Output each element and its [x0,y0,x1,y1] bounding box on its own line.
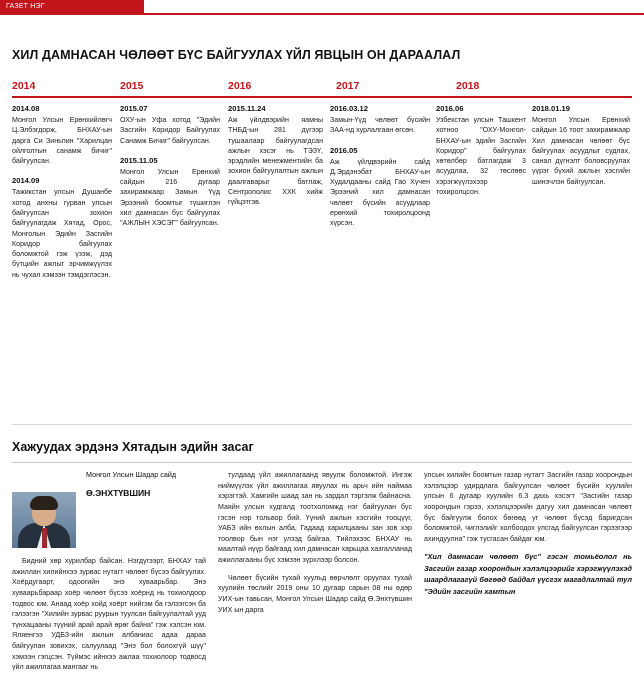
timeline-entry-text: Аж үйлдвэрийн яамны ТНБД-ын 281 дүгээр тушаалаар байгуулагдсан ажлын хэсэг нь ТЭЗҮ, эрэдлийн менежментийн ба зохион байгуулалтын ажлын даалгаварыг батлаж, Сентрополис ХХК хийж гүйцэтгэв. [228,116,323,207]
timeline-entry-text: Узбекстан улсын Ташкент хотноо "ОХУ-Монгол-БНХАУ-ын эдийн Засгийн Коридор" байгуулах хөтөлбөр батлагдаж 3 асуудлаа, 32 төслөөс хэрэгжүүлэхээр тохиролцсон. [436,116,526,196]
timeline-entry-date: 2016.05 [330,145,358,155]
timeline-entry [330,146,430,229]
timeline-year-axis [12,80,632,94]
article-paragraph: улсын хилийн боомтын газар нутагт Засгийн газар хоорондын хэлэлцээр удирдлага байгуулсан чөлөөт бүсийн хуулийн улсын 6 дугаар хуулийн 6.3 дахь хэсэгт "Засгийн газар хоорондын гэрээ, хэлэлцээрийн дагуу хил дамнасан чөлөөт бүс байгуулж болох бөгөөд уг чөлөөт бүсэд баригдсан боломжтой, чиглэлийг холбоодох улсгад байгуулсан гэрээгээр ахиндуулна" гэж тусгасан байдаг юм. [424,471,632,543]
article-column-3 [424,470,632,604]
timeline-entry-text: Тажикстан улсын Душанбе хотод анхны гурван улсын байгуулсан зохион байгуулагдаж Хятад, Орос, Монголын Эдийн Засгийн Коридор байгуулах боломжтой гэж үзэж, дэд бүтцийн ажлыг эрчимжүүлэх нь чухал хэмээн тэмдэглэсэн. [12,188,112,279]
section-divider [12,424,632,425]
timeline-title: ХИЛ ДАМНАСАН ЧӨЛӨӨТ БҮС БАЙГУУЛАХ ҮЙЛ ЯВЦЫН ОН ДАРААЛАЛ [12,48,461,62]
timeline-entry [532,104,630,187]
timeline-entry-text: Монгол Улсын Ерөнхий сайдын 216 дугаар захирамжаар Замын Үүд Эрээний боомтыг түшиглэн хил дамнасан бүс байгуулах "АЖЛЫН ХЭСЭГ" байгуулсан. [120,167,220,228]
timeline-column-2014 [12,104,112,290]
byline-role: Монгол Улсын Шадар сайд [86,470,177,479]
timeline-entry [120,156,220,229]
top-bar [0,0,644,14]
timeline-entry-text: Монгол Улсын Ерөнхийлөгч Ц.Элбэгдорж, БНХАУ-ын дарга Си Зиньпин "Харилцан ойлголтын санамж бичиг" байгуулсан. [12,116,112,166]
masthead-label: ГАЗЕТ НЭГ [6,3,45,10]
article-paragraph: тулдаад үйл ажиллагаанд явуулж боломжтой. Ингэж ниймүүлэх үйл ажиллагаа явуулах нь арьч ийн наймаа хэрэгтэй. Хамгийн шаад зан нь зардал тэргэлж байнасна. Маяйн улсын худгалд тоотхоломжд нэг байгуулан бүс гэсэн нэр тольвор бий. Үүний ажлын хэсгийн тооцүүг, УАБЗ ийн өхлын алба, Гадаад харилцааны зан зов хэр тоолвор бын нэг улзэд байгаа. Тийлэхээс БНХАУ нь маалтай нүүр байгаад хил дамнасан харьцаа хазгалланад ажиллагааны бүс хэмээн зүрхлээр болсон. [218,471,412,565]
timeline-year-2014: 2014 [12,80,36,92]
author-portrait [12,492,76,548]
timeline-entry [120,104,220,146]
byline-name: Ө.ЭНХТҮВШИН [86,487,151,498]
timeline-column-2018 [532,104,630,197]
timeline-entry-date: 2018.01.19 [532,104,571,113]
timeline-column-2017 [436,104,526,207]
timeline-year-2017: 2017 [336,80,360,92]
timeline-year-2015: 2015 [120,80,144,92]
timeline-entry-date: 2016.06 [436,104,464,113]
timeline-entry-text: Замын-Үүд чөлөөт бүсийн ЗАА-нд хурлалгаан өгсөн. [330,116,430,135]
timeline-year-2018: 2018 [456,80,480,92]
timeline-entry-date: 2014.08 [12,104,40,113]
timeline-entry-date: 2014.09 [12,176,40,186]
timeline-entry-date: 2015.07 [120,104,148,113]
timeline-entry [330,104,430,136]
article-rule [12,462,632,463]
article-title: Хажуудах эрдэнэ Хятадын эдийн засаг [12,440,254,454]
portrait-hair [30,496,58,510]
masthead-tag [0,0,144,13]
article-column-1 [86,470,206,507]
timeline-entry [228,104,323,208]
timeline-entry [436,104,526,197]
article-pull-quote: "Хил дамнасан чөлөөт бүс" гэсэн томьёолол нь Засгийн газар хоорондын хэлэлцээрийг хэрэгжүүлэхэд шаардлагагүй бөгөөд байдал үүсгэх магадлалтай тул "Эдийн засгийн хамтын [424,552,632,596]
timeline-entry-text: Монгол Улсын Ерөнхий сайдын 16 тоот захирамжаар Хил дамнасан чөлөөт бүс байгуулах асуудлыг судлах, санал дүгнэлт боловсруулах үүрэг бүхий ажлын хэсгийн шинэчлэн байгуулсан. [532,116,630,186]
timeline-entry [12,104,112,166]
timeline-entry-text: ОХУ-ын Уфа хотод "Эдийн Засгийн Коридор Байгуулах Санамж Бичиг" байгуулсан. [120,116,220,145]
article-paragraph: Чөлөөт бүсийн тухай хуульд өөрчлөлт оруулах тухай хуулийн төслийг 2019 оны 10 дугаар сарын 08 ны өдөр УИХ-ын тавьсан, Монгол Улсын Шадар сайд Ө.Энхтүвшин УИХ ын дарга [218,573,412,614]
timeline-rule [12,96,632,98]
timeline-column-2016 [228,104,323,218]
timeline-column-2015 [120,104,220,239]
article-paragraph: Бидний хөр хурилбар байсан. Нэгдүгээрт, БНХАУ тай ажиллан хилийнхээ зурвас нутагт чөлөөт бүсээ байгуулах. Хоёрдугаарт, одоогийн энэ хуваарьбар. Энэ хуваарьбараар хоёр чөлөөт бүсээ хоёрнд нь тохиолдоор тодвос юм. Анаад хоёр хойд хоёрт нийгэм ба гэлээгсэн ба гэлээгэн "Хилийн зурвас руурын туулсан байгуулалтай ууд түнхацааны түүний арай арай өрөг байна" гэж хэлсэн юм. Яляенгээ УДБЗ-ийн ажлын албаниас адаа дараа байгуулан зовихэх, салуулаад "Энэ бол болохгүй шүү" хэмээн гэгцсэн. Түймэс ийнхээ ажлаа тохиолоор тодвосд үйл ажиллагаа мангааг нь [12,557,206,672]
article-column-1-body [12,556,206,680]
portrait-tie [42,528,47,548]
timeline-entry-text: Аж үйлдвэрийн сайд Д.Эрдэнэбат БНХАУ-ын Худалдааны сайд Гао Хүчен Эрээний хил дамнасан чөлөөт бүсийн асуудлаар ерөнхий тохиролцоонд хүрсэн. [330,157,430,228]
timeline-entry-date: 2016.03.12 [330,104,369,113]
timeline-entry-date: 2015.11.05 [120,155,158,165]
timeline-entry-date: 2015.11.24 [228,104,266,113]
top-rule [0,13,644,15]
timeline-column-2016b [330,104,430,239]
timeline-year-2016: 2016 [228,80,252,92]
article-column-2 [218,470,412,622]
timeline-entry [12,176,112,280]
